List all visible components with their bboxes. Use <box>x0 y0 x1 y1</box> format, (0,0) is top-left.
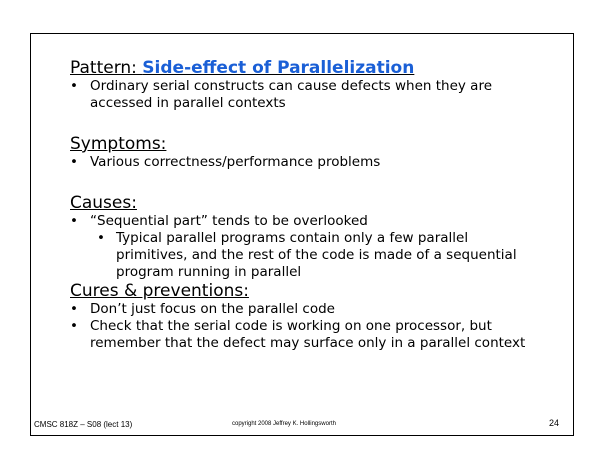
causes-sub-bullet-text: Typical parallel programs contain only a few parallel primitives, and the rest of the code is made of a sequential program running in parallel <box>116 230 517 280</box>
cures-bullet-text: Don’t just focus on the parallel code <box>90 301 335 317</box>
causes-bullet <box>70 213 540 230</box>
symptoms-bullet <box>70 154 540 171</box>
causes-sub-bullet <box>70 230 540 281</box>
cures-bullet <box>70 318 540 352</box>
cures-bullet <box>70 301 540 318</box>
bullet-glyph: • <box>70 301 78 317</box>
causes-bullet-text: “Sequential part” tends to be overlooked <box>90 213 368 229</box>
cures-bullet-text: Check that the serial code is working on one processor, but remember that the defect may surface only in a parallel context <box>90 318 526 351</box>
bullet-glyph: • <box>70 78 78 94</box>
pattern-bullet <box>70 78 540 112</box>
cures-heading: Cures & preventions: <box>70 281 249 301</box>
pattern-title-link[interactable]: Side-effect of Parallelization <box>142 58 415 78</box>
bullet-glyph: • <box>70 213 78 229</box>
pattern-bullet-text: Ordinary serial constructs can cause defects when they are accessed in parallel contexts <box>90 78 493 111</box>
pattern-prefix: Pattern: <box>70 58 143 78</box>
pattern-heading <box>70 58 540 78</box>
slide-content <box>70 58 540 352</box>
bullet-glyph: • <box>70 154 78 170</box>
symptoms-heading: Symptoms: <box>70 134 167 154</box>
footer-copyright: copyright 2008 Jeffrey K. Hollingsworth <box>232 421 336 427</box>
causes-heading: Causes: <box>70 193 137 213</box>
bullet-glyph: • <box>97 230 105 246</box>
symptoms-bullet-text: Various correctness/performance problems <box>90 154 381 170</box>
bullet-glyph: • <box>70 318 78 334</box>
footer-course: CMSC 818Z – S08 (lect 13) <box>34 420 133 429</box>
page-number: 24 <box>549 418 560 428</box>
